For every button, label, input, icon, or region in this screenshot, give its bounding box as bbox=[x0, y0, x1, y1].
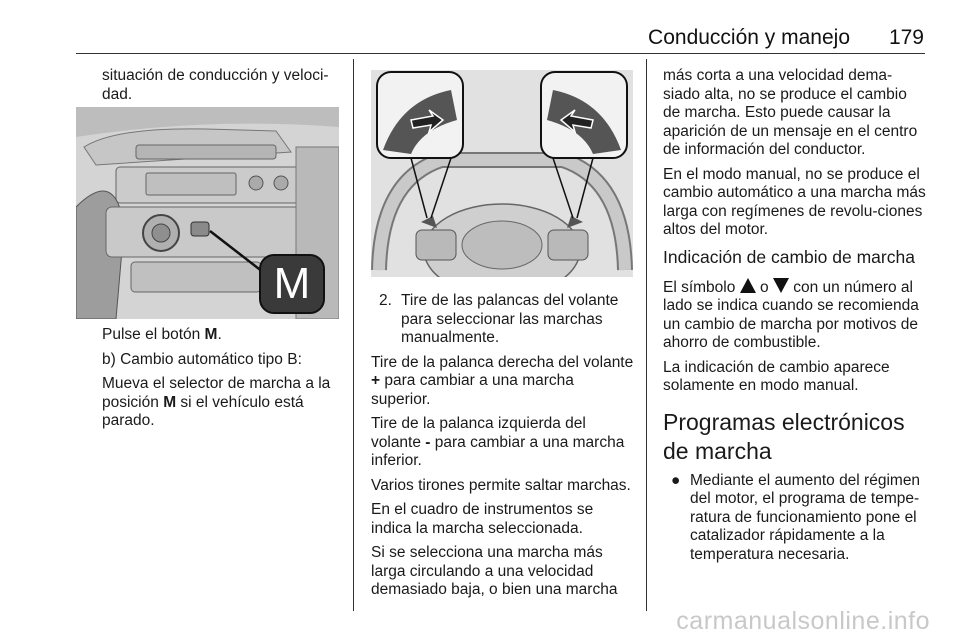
paragraph-auto-type-b: b) Cambio automático tipo B: bbox=[102, 350, 302, 368]
bullet-item-1 bbox=[663, 472, 927, 565]
running-header-title: Conducción y manejo bbox=[648, 26, 850, 49]
bullet-text: Mediante el aumento del régimen del motor, el programa de tempe-ratura de funcionamiento pone el catalizador rápidamente a la temperatura necesaria. bbox=[690, 471, 921, 563]
page-number: 179 bbox=[888, 26, 924, 49]
column-1-top bbox=[102, 67, 342, 110]
steering-wheel-drawing bbox=[371, 70, 633, 277]
steering-wheel-illustration bbox=[371, 70, 633, 277]
column-3-body bbox=[663, 67, 927, 564]
step-number: 2. bbox=[379, 292, 392, 309]
paragraph-instrument-display: En el cuadro de instrumentos se indica la marcha seleccionada. bbox=[371, 501, 594, 537]
column-2-body bbox=[371, 292, 635, 606]
column-divider-2 bbox=[646, 59, 647, 611]
step-text: Tire de las palancas del volante para seleccionar las marchas manualmente. bbox=[401, 292, 619, 346]
heading-electronic-programs: Programas electrónicos de marcha bbox=[663, 408, 905, 464]
shift-down-triangle-icon bbox=[773, 278, 789, 293]
heading-shift-indication: Indicación de cambio de marcha bbox=[663, 246, 915, 267]
paragraph-shift-symbol: El símbolo o con un número al lado se indica cuando se recomienda un cambio de marcha por motivos de ahorro de combustible. bbox=[663, 278, 919, 351]
paragraph-press-button: Pulse el botón M. bbox=[102, 326, 222, 343]
bullet-dot-icon: ● bbox=[671, 471, 681, 489]
shift-up-triangle-icon bbox=[740, 278, 756, 293]
column-1-body bbox=[102, 326, 342, 437]
dashboard-illustration bbox=[76, 107, 339, 319]
watermark: carmanualsonline.info bbox=[676, 607, 930, 635]
column-divider-1 bbox=[353, 59, 354, 611]
button-m-callout-letter: M bbox=[273, 259, 311, 308]
paragraph-left-paddle: Tire de la palanca izquierda del volante - para cambiar a una marcha inferior. bbox=[371, 415, 625, 469]
paragraph-gear-continuation: más corta a una velocidad dema-siado alta, no se produce el cambio de marcha. Esto puede causar la aparición de un mensaje en el centro de información del conductor. bbox=[663, 67, 918, 158]
paragraph-right-paddle: Tire de la palanca derecha del volante + para cambiar a una marcha superior. bbox=[371, 353, 634, 408]
header-rule bbox=[76, 53, 925, 54]
paragraph-continuation: situación de conducción y veloci-dad. bbox=[102, 67, 329, 103]
paragraph-gear-too-long: Si se selecciona una marcha más larga circulando a una velocidad demasiado baja, o bien una marcha bbox=[371, 544, 618, 598]
paragraph-skip-gears: Varios tirones permite saltar marchas. bbox=[371, 476, 631, 494]
numbered-step-2 bbox=[379, 292, 635, 348]
paragraph-move-selector: Mueva el selector de marcha a la posición M si el vehículo está parado. bbox=[102, 375, 331, 429]
paragraph-shift-manual-only: La indicación de cambio aparece solamente en modo manual. bbox=[663, 358, 890, 394]
paragraph-manual-mode: En el modo manual, no se produce el cambio automático a una marcha más larga con regímenes de revolu-ciones altos del motor. bbox=[663, 165, 926, 238]
